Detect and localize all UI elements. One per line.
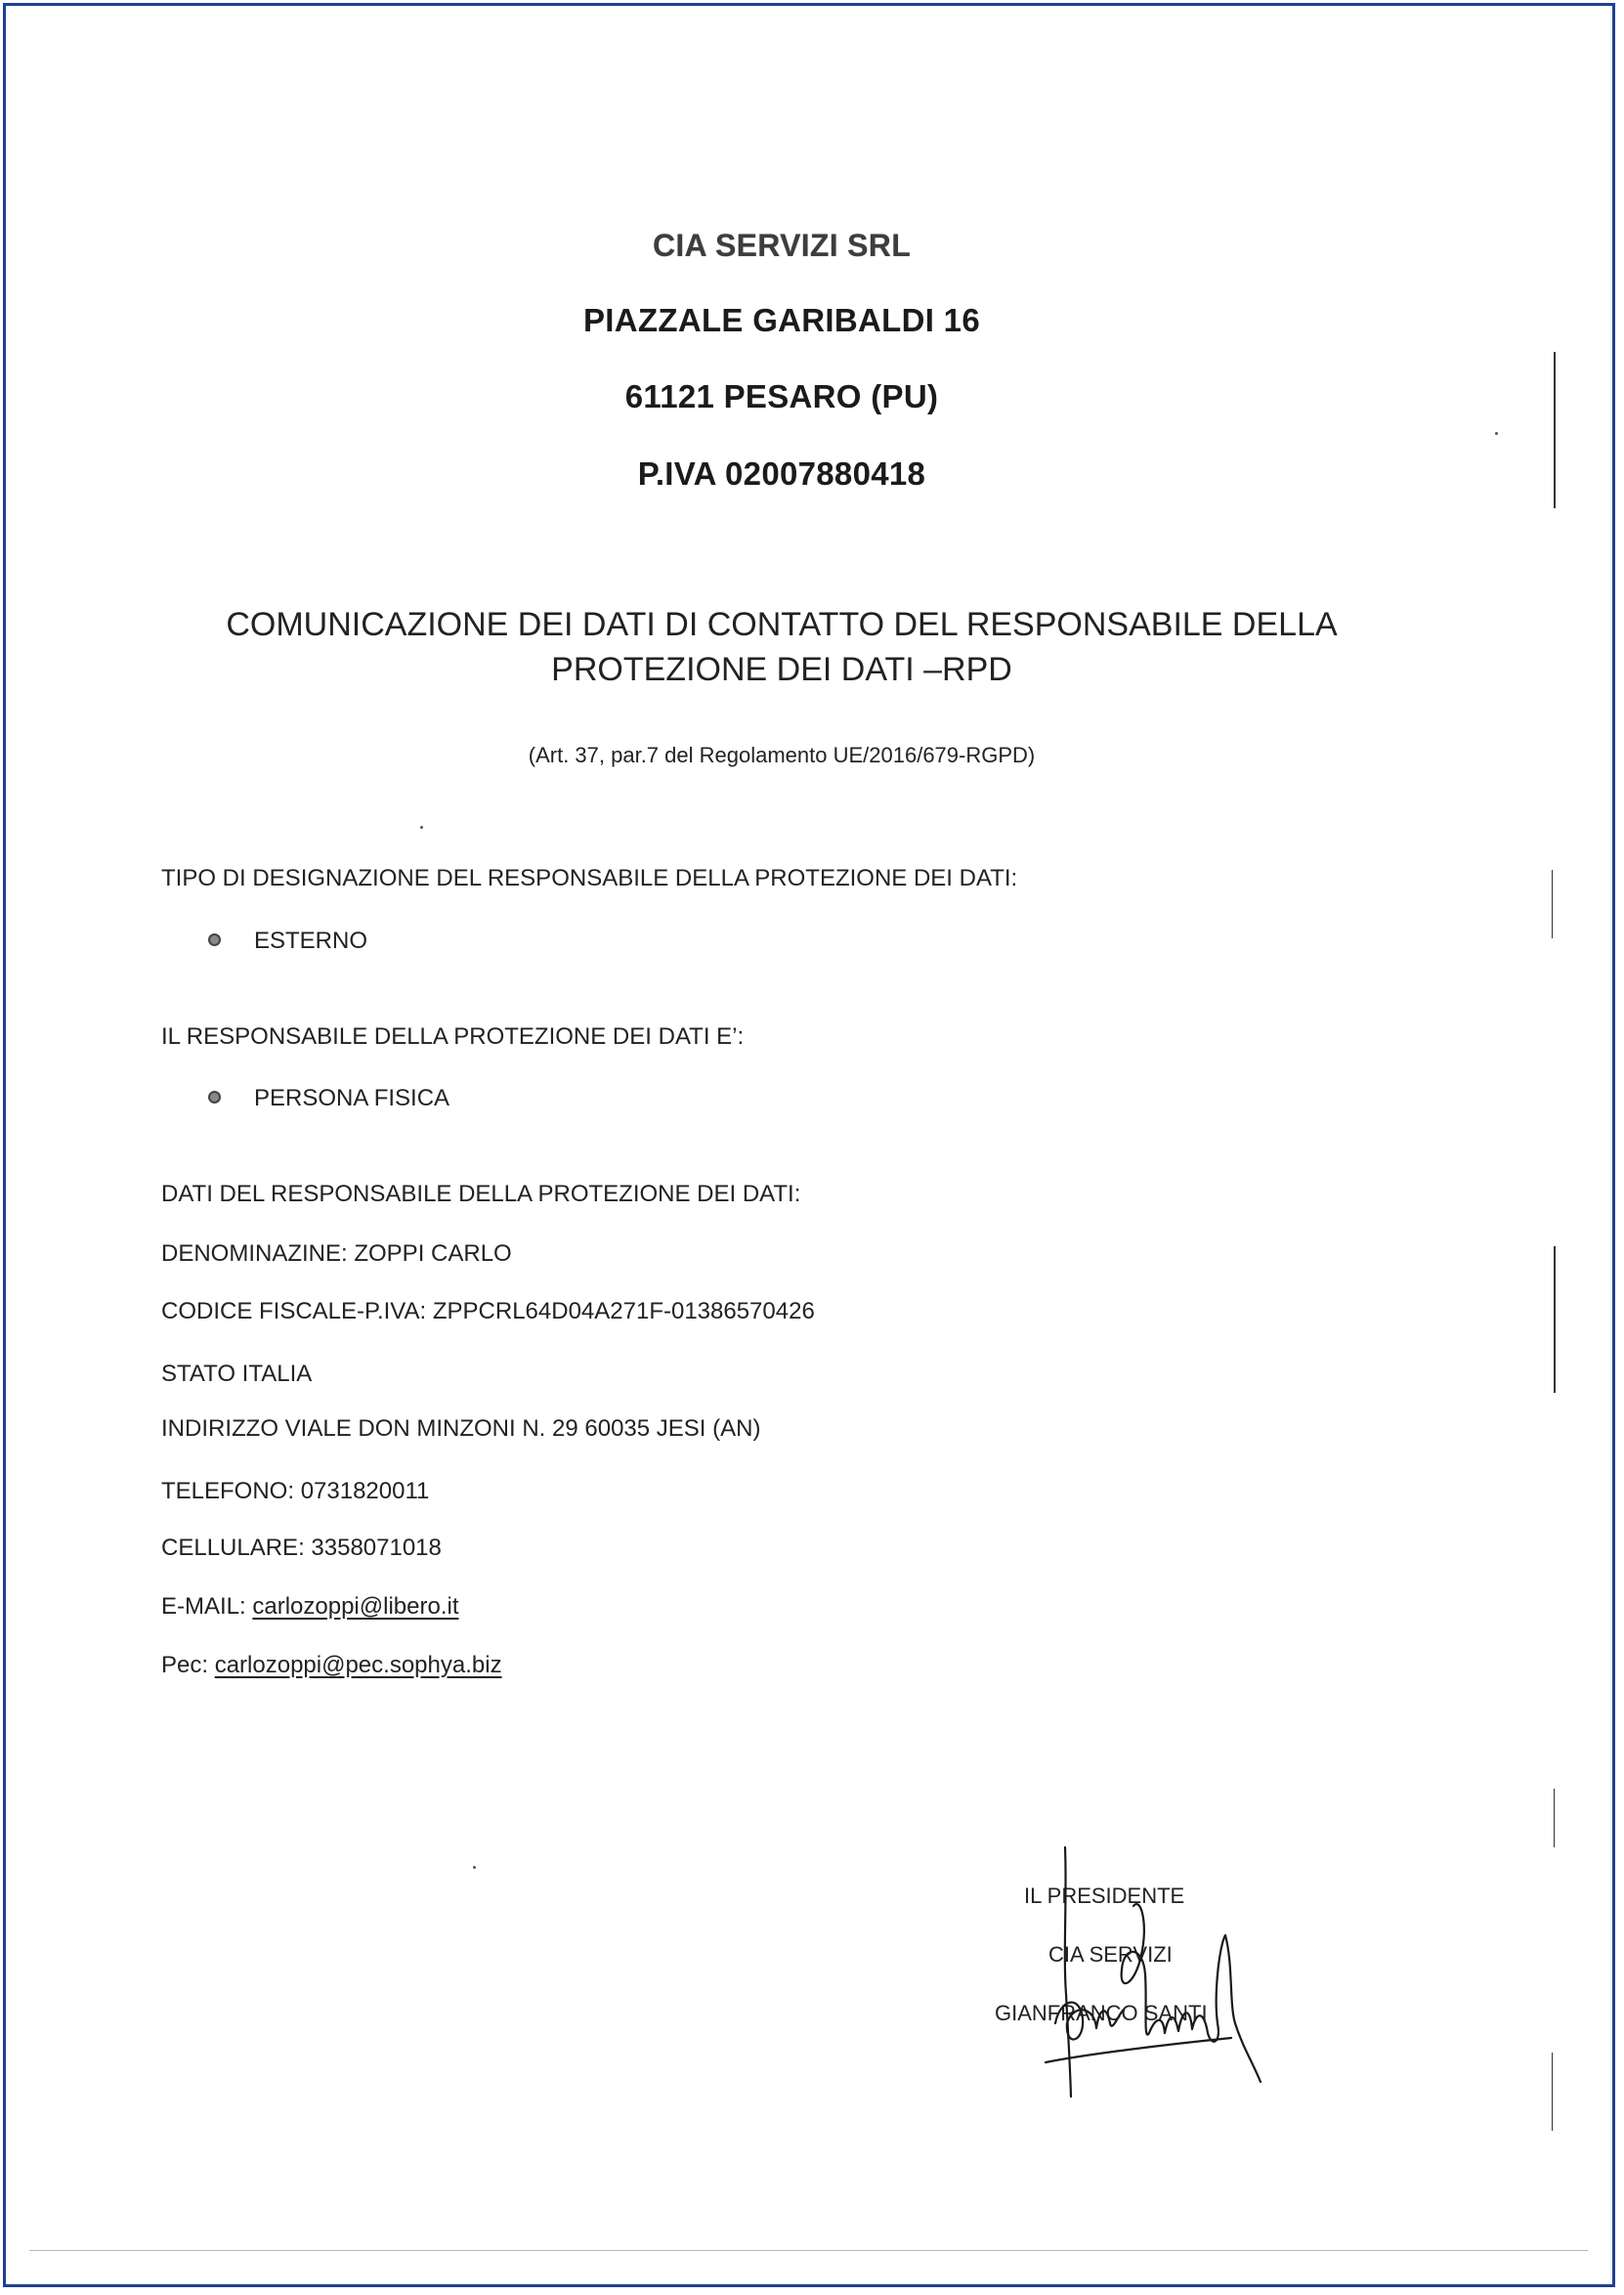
bullet-icon xyxy=(208,933,221,946)
pec-link[interactable]: carlozoppi@pec.sophya.biz xyxy=(214,1652,502,1678)
bottom-rule xyxy=(29,2250,1588,2251)
designation-label: TIPO DI DESIGNAZIONE DEL RESPONSABILE DELLA PROTEZIONE DEI DATI: xyxy=(161,865,1018,891)
person-type-label: IL RESPONSABILE DELLA PROTEZIONE DEI DATI E’: xyxy=(161,1023,745,1050)
bullet-icon xyxy=(208,1091,221,1104)
person-type-item xyxy=(208,1085,449,1112)
document-title-line2: PROTEZIONE DEI DATI –RPD xyxy=(551,651,1012,688)
scan-speck xyxy=(1495,432,1498,435)
pec-row xyxy=(161,1652,502,1679)
resp-address: INDIRIZZO VIALE DON MINZONI N. 29 60035 JESI (AN) xyxy=(161,1415,761,1442)
state: STATO ITALIA xyxy=(161,1361,313,1387)
company-address: PIAZZALE GARIBALDI 16 xyxy=(583,302,980,338)
scan-edge-mark xyxy=(1554,1246,1556,1393)
scan-edge-mark xyxy=(1554,1789,1555,1847)
email-label: E-MAIL: xyxy=(161,1593,246,1620)
scan-speck xyxy=(420,826,423,829)
company-vat: P.IVA 02007880418 xyxy=(637,455,926,492)
scan-edge-mark xyxy=(1552,2053,1553,2131)
signature-company: CIA SERVIZI xyxy=(1048,1942,1173,1967)
handwritten-signature xyxy=(1026,1838,1319,2131)
tax-code: CODICE FISCALE-P.IVA: ZPPCRL64D04A271F-01386570426 xyxy=(161,1298,815,1324)
signature-name: GIANFRANCO SANTI xyxy=(995,2001,1208,2025)
email-link[interactable]: carlozoppi@libero.it xyxy=(252,1593,459,1620)
page-border xyxy=(3,3,1615,2287)
scan-speck xyxy=(473,1866,476,1869)
pec-label: Pec: xyxy=(161,1652,209,1678)
scan-edge-mark xyxy=(1552,870,1553,938)
company-city: 61121 PESARO (PU) xyxy=(624,378,939,414)
email-row xyxy=(161,1593,458,1621)
designation-item xyxy=(208,928,367,955)
company-name: CIA SERVIZI SRL xyxy=(652,228,912,263)
person-type-value: PERSONA FISICA xyxy=(254,1085,450,1111)
details-heading: DATI DEL RESPONSABILE DELLA PROTEZIONE DEI DATI: xyxy=(161,1181,801,1207)
denomination: DENOMINAZINE: ZOPPI CARLO xyxy=(161,1240,512,1267)
document-title-line1: COMUNICAZIONE DEI DATI DI CONTATTO DEL RESPONSABILE DELLA xyxy=(226,606,1338,643)
phone: TELEFONO: 0731820011 xyxy=(161,1478,430,1504)
mobile: CELLULARE: 3358071018 xyxy=(161,1535,442,1561)
designation-value: ESTERNO xyxy=(254,928,368,954)
document-subtitle: (Art. 37, par.7 del Regolamento UE/2016/679-RGPD) xyxy=(528,743,1036,767)
document-title xyxy=(0,602,1563,692)
signature-role: IL PRESIDENTE xyxy=(1024,1884,1185,1908)
